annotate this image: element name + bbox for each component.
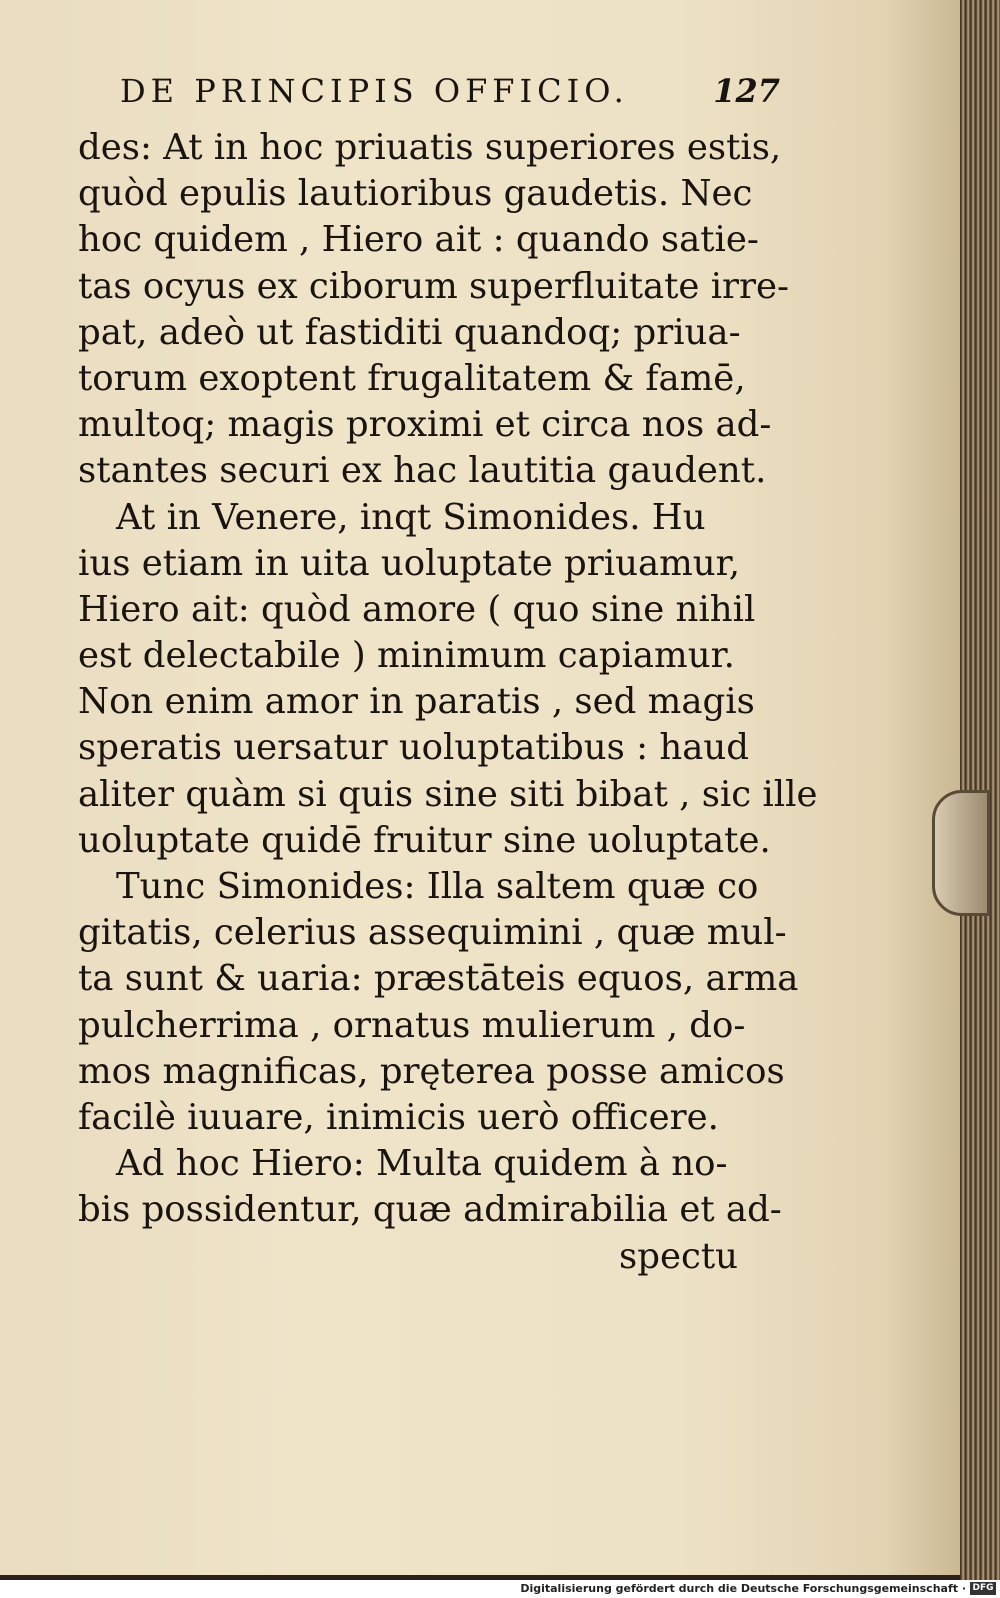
text-line: facilè iuuare, inimicis uerò officere.: [78, 1096, 719, 1138]
text-line: est delectabile ) minimum capiamur.: [78, 635, 735, 677]
book-clasp: [932, 790, 990, 916]
text-line: pulcherrima , ornatus mulierum , do-: [78, 1004, 746, 1046]
text-line: quòd epulis lautioribus gaudetis. Nec: [78, 173, 753, 215]
text-line: mos magnificas, pręterea posse amicos: [78, 1050, 785, 1092]
text-line: Non enim amor in paratis , sed magis: [78, 681, 755, 723]
running-header: [120, 72, 780, 108]
text-line: uoluptate quidē fruitur sine uoluptate.: [78, 819, 771, 861]
text-line: gitatis, celerius assequimini , quæ mul-: [78, 912, 787, 954]
body-text: [78, 125, 818, 1280]
text-line: hoc quidem , Hiero ait : quando satie-: [78, 219, 759, 261]
catchword: spectu: [619, 1235, 738, 1277]
text-line: Ad hoc Hiero: Multa quidem à no-: [116, 1143, 728, 1185]
text-line: bis possidentur, quæ admirabilia et ad-: [78, 1189, 782, 1231]
text-line: Tunc Simonides: Illa saltem quæ co: [116, 866, 759, 907]
text-line: pat, adeò ut fastiditi quandoq; priua-: [78, 311, 741, 353]
running-title: DE PRINCIPIS OFFICIO.: [120, 72, 629, 110]
text-line: At in Venere, inqt Simonides. Hu: [116, 496, 706, 538]
text-line: speratis uersatur uoluptatibus : haud: [78, 727, 749, 769]
page-number: 127: [713, 72, 780, 110]
funding-credit: Digitalisierung gefördert durch die Deutsche Forschungsgemeinschaft ·: [520, 1582, 966, 1595]
text-line: ta sunt & uaria: præstāteis equos, arma: [78, 958, 799, 1000]
text-line: stantes securi ex hac lautitia gaudent.: [78, 450, 767, 492]
text-line: aliter quàm si quis sine siti bibat , sic ille: [78, 773, 818, 815]
text-line: torum exoptent frugalitatem & famē,: [78, 357, 746, 399]
text-line: ius etiam in uita uoluptate priuamur,: [78, 542, 741, 584]
text-line: des: At in hoc priuatis superiores estis,: [78, 127, 782, 168]
text-line: tas ocyus ex ciborum superfluitate irre-: [78, 265, 790, 307]
text-line: Hiero ait: quòd amore ( quo sine nihil: [78, 588, 756, 630]
dfg-logo: DFG: [970, 1582, 996, 1595]
text-line: multoq; magis proximi et circa nos ad-: [78, 404, 772, 446]
footer-bar: [0, 1580, 1000, 1598]
